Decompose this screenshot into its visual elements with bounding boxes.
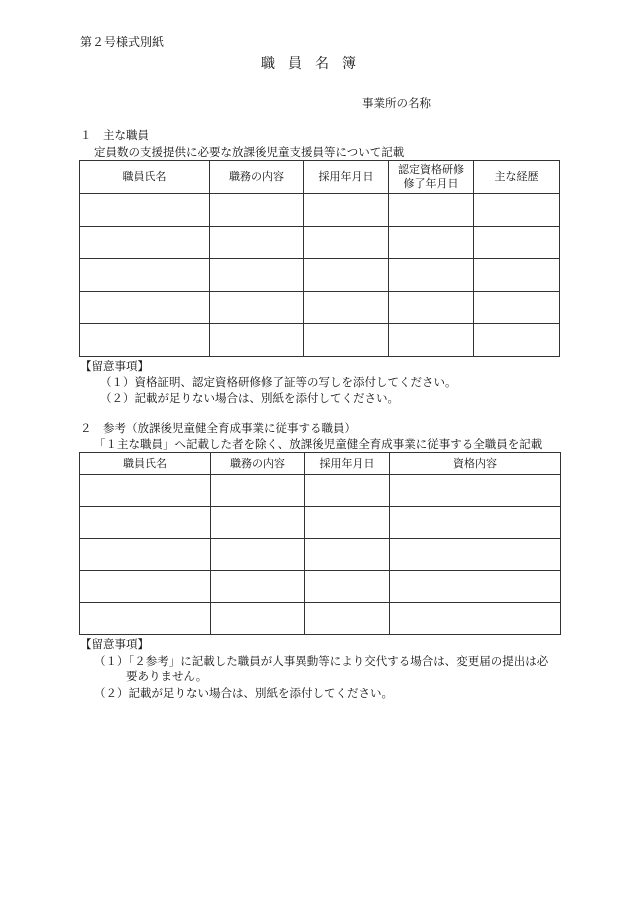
office-name-label: 事業所の名称	[362, 96, 431, 110]
table-row	[80, 291, 560, 324]
table-cell[interactable]	[211, 603, 305, 635]
section1-heading: １ 主な職員	[80, 128, 149, 142]
column-header-training-line1: 認定資格研修	[398, 163, 464, 177]
table-cell[interactable]	[80, 507, 211, 539]
table-cell[interactable]	[389, 259, 474, 292]
table-row	[80, 226, 560, 259]
table-header-row	[80, 161, 560, 194]
section2-note-1-continued: 要ありません。	[126, 669, 208, 683]
column-header-duties: 職務の内容	[210, 161, 304, 194]
table-cell[interactable]	[80, 226, 210, 259]
main-staff-table	[79, 160, 560, 357]
table-row	[80, 194, 560, 227]
section1-note-2: （２）記載が足りない場合は、別紙を添付してください。	[100, 391, 399, 405]
table-cell[interactable]	[304, 324, 389, 357]
table-row	[80, 507, 561, 539]
column-header-training-completion	[389, 161, 474, 194]
section2-subheading: 「１主な職員」へ記載した者を除く、放課後児童健全育成事業に従事する全職員を記載	[94, 437, 543, 451]
column-header-duties: 職務の内容	[211, 453, 305, 475]
table-cell[interactable]	[80, 259, 210, 292]
table-row	[80, 475, 561, 507]
table-cell[interactable]	[305, 603, 390, 635]
table-cell[interactable]	[210, 324, 304, 357]
table-cell[interactable]	[80, 571, 211, 603]
table-cell[interactable]	[210, 259, 304, 292]
table-cell[interactable]	[211, 539, 305, 571]
table-row	[80, 571, 561, 603]
section2-heading: ２ 参考（放課後児童健全育成事業に従事する職員）	[80, 421, 356, 435]
section1-subheading: 定員数の支援提供に必要な放課後児童支援員等について記載	[94, 145, 405, 159]
table-row	[80, 603, 561, 635]
column-header-qualifications: 資格内容	[390, 453, 561, 475]
table-cell[interactable]	[389, 226, 474, 259]
form-number: 第２号様式別紙	[80, 35, 165, 49]
table-cell[interactable]	[305, 475, 390, 507]
reference-staff-table	[79, 452, 561, 635]
table-cell[interactable]	[210, 194, 304, 227]
table-row	[80, 324, 560, 357]
column-header-staff-name: 職員氏名	[80, 453, 211, 475]
table-cell[interactable]	[474, 226, 560, 259]
table-header-row	[80, 453, 561, 475]
table-row	[80, 259, 560, 292]
table-cell[interactable]	[80, 194, 210, 227]
column-header-hire-date: 採用年月日	[305, 453, 390, 475]
table-cell[interactable]	[474, 194, 560, 227]
table-cell[interactable]	[390, 475, 561, 507]
table-cell[interactable]	[80, 603, 211, 635]
column-header-staff-name: 職員氏名	[80, 161, 210, 194]
table-cell[interactable]	[389, 324, 474, 357]
table-cell[interactable]	[210, 291, 304, 324]
column-header-career: 主な経歴	[474, 161, 560, 194]
section1-notes-title: 【留意事項】	[80, 359, 149, 373]
table-cell[interactable]	[390, 571, 561, 603]
section1-note-1: （１）資格証明、認定資格研修修了証等の写しを添付してください。	[100, 375, 457, 389]
table-cell[interactable]	[390, 603, 561, 635]
table-cell[interactable]	[390, 539, 561, 571]
table-cell[interactable]	[211, 475, 305, 507]
table-cell[interactable]	[304, 194, 389, 227]
table-cell[interactable]	[474, 291, 560, 324]
table-cell[interactable]	[390, 507, 561, 539]
table-cell[interactable]	[80, 475, 211, 507]
table-row	[80, 539, 561, 571]
table-cell[interactable]	[304, 291, 389, 324]
table-cell[interactable]	[211, 571, 305, 603]
table-cell[interactable]	[305, 507, 390, 539]
table-cell[interactable]	[305, 539, 390, 571]
table-cell[interactable]	[305, 571, 390, 603]
table-cell[interactable]	[80, 291, 210, 324]
table-cell[interactable]	[389, 291, 474, 324]
table-cell[interactable]	[80, 324, 210, 357]
table-cell[interactable]	[474, 259, 560, 292]
section2-notes-title: 【留意事項】	[80, 637, 149, 651]
table-cell[interactable]	[474, 324, 560, 357]
section2-note-1: （１）「２参考」に記載した職員が人事異動等により交代する場合は、変更届の提出は必	[94, 654, 549, 668]
section2-note-2: （２）記載が足りない場合は、別紙を添付してください。	[94, 686, 393, 700]
column-header-training-line2: 修了年月日	[403, 177, 459, 190]
table-cell[interactable]	[389, 194, 474, 227]
column-header-hire-date: 採用年月日	[304, 161, 389, 194]
page-title: 職員名簿	[261, 56, 369, 72]
table-cell[interactable]	[80, 539, 211, 571]
table-cell[interactable]	[211, 507, 305, 539]
table-cell[interactable]	[304, 226, 389, 259]
table-cell[interactable]	[304, 259, 389, 292]
table-cell[interactable]	[210, 226, 304, 259]
